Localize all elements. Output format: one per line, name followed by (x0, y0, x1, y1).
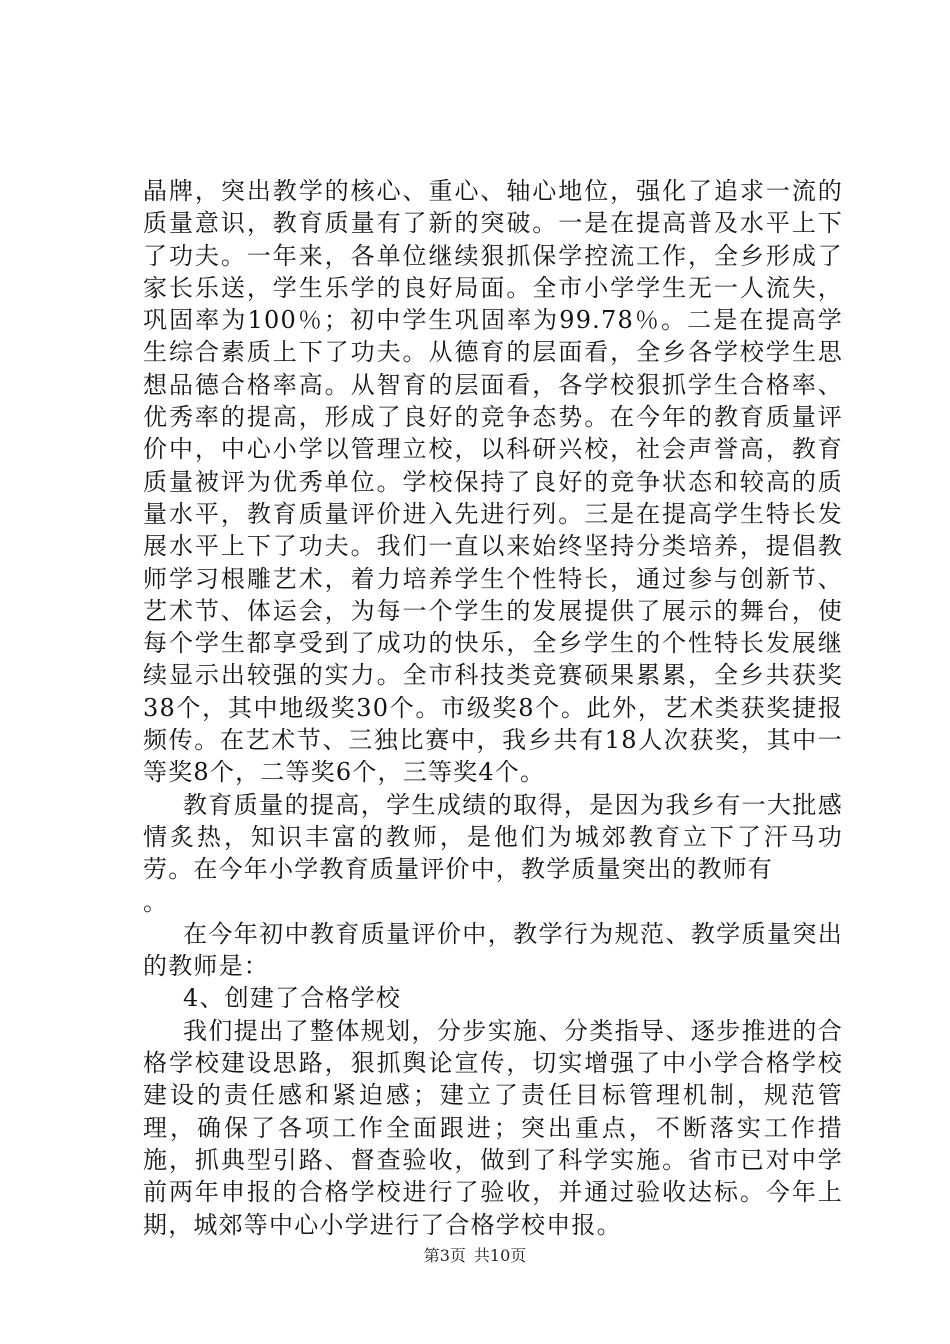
paragraph-middle-school-teachers: 在今年初中教育质量评价中，教学行为规范、教学质量突出的教师是： (143, 919, 843, 981)
paragraph-blank-period: 。 (143, 887, 169, 916)
section-heading-qualified-schools: 4、创建了合格学校 (183, 984, 402, 1013)
paragraph-teachers-contribution: 教育质量的提高，学生成绩的取得，是因为我乡有一大批感情炙热，知识丰富的教师，是他们为城郊教育立下了汗马功劳。在今年小学教育质量评价中，教学质量突出的教师有 (143, 790, 843, 884)
document-body (143, 175, 843, 1241)
page-footer (0, 1243, 950, 1266)
paragraph-qualified-schools: 我们提出了整体规划，分步实施、分类指导、逐步推进的合格学校建设思路，狠抓舆论宣传，切实增强了中小学合格学校建设的责任感和紧迫感；建立了责任目标管理机制，规范管理，确保了各项工作全面跟进；突出重点，不断落实工作措施，抓典型引路、督查验收，做到了科学实施。省市已对中学前两年申报的合格学校进行了验收，并通过验收达标。今年上期，城郊等中心小学进行了合格学校申报。 (143, 1016, 843, 1239)
page-total: 共10页 (473, 1246, 527, 1265)
paragraph-quality-breakthrough: 晶牌，突出教学的核心、重心、轴心地位，强化了追求一流的质量意识，教育质量有了新的突破。一是在提高普及水平上下了功夫。一年来，各单位继续狠抓保学控流工作，全乡形成了家长乐送，学生乐学的良好局面。全市小学学生无一人流失，巩固率为100％；初中学生巩固率为99.78％。二是在提高学生综合素质上下了功夫。从德育的层面看，全乡各学校学生思想品德合格率高。从智育的层面看，各学校狠抓学生合格率、优秀率的提高，形成了良好的竞争态势。在今年的教育质量评价中，中心小学以管理立校，以科研兴校，社会声誉高，教育质量被评为优秀单位。学校保持了良好的竞争状态和较高的质量水平，教育质量评价进入先进行列。三是在提高学生特长发展水平上下了功夫。我们一直以来始终坚持分类培养，提倡教师学习根雕艺术，着力培养学生个性特长，通过参与创新节、艺术节、体运会，为每一个学生的发展提供了展示的舞台，使每个学生都享受到了成功的快乐，全乡学生的个性特长发展继续显示出较强的实力。全市科技类竞赛硕果累累，全乡共获奖38个，其中地级奖30个。市级奖8个。此外，艺术类获奖捷报频传。在艺术节、三独比赛中，我乡共有18人次获奖，其中一等奖8个，二等奖6个，三等奖4个。 (143, 177, 843, 787)
page-number: 第3页 (423, 1246, 466, 1265)
